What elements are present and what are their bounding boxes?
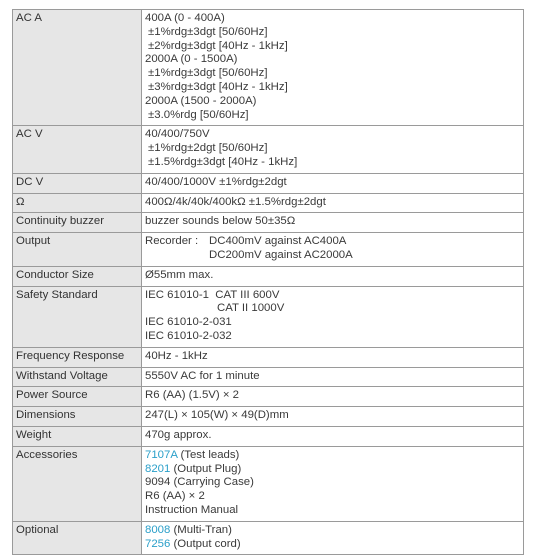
ac-a-range-400: 400A (0 - 400A) bbox=[145, 12, 225, 24]
value-withstand: 5550V AC for 1 minute bbox=[142, 367, 524, 387]
label-ac-v: AC V bbox=[13, 126, 142, 173]
ac-v-ranges: 40/400/750V bbox=[145, 128, 210, 141]
value-optional bbox=[142, 521, 524, 555]
optional-link-7256[interactable]: 7256 bbox=[145, 537, 171, 550]
optional-link-8008[interactable]: 8008 bbox=[145, 523, 171, 536]
specification-table bbox=[12, 9, 524, 555]
accessory-desc: (Test leads) bbox=[177, 448, 240, 461]
row-safety bbox=[13, 286, 524, 347]
ac-a-accuracy-3: ±1%rdg±3dgt [50/60Hz] bbox=[148, 67, 268, 80]
accessory-item: 9094 (Carrying Case) bbox=[145, 476, 254, 489]
row-ohm bbox=[13, 193, 524, 213]
row-weight bbox=[13, 426, 524, 446]
label-conductor: Conductor Size bbox=[13, 266, 142, 286]
value-safety bbox=[142, 286, 524, 347]
row-ac-a bbox=[13, 10, 524, 126]
accessory-desc: (Output Plug) bbox=[170, 462, 242, 475]
value-ac-a bbox=[142, 10, 524, 126]
accessory-link-7107a[interactable]: 7107A bbox=[145, 448, 178, 461]
optional-desc: (Output cord) bbox=[170, 537, 241, 550]
label-accessories: Accessories bbox=[13, 446, 142, 521]
value-output bbox=[142, 233, 524, 267]
output-line-2: DC200mV against AC2000A bbox=[209, 248, 353, 261]
accessory-item bbox=[145, 463, 520, 477]
value-ohm: 400Ω/4k/40k/400kΩ ±1.5%rdg±2dgt bbox=[142, 193, 524, 213]
output-recorder bbox=[145, 235, 520, 263]
value-frequency: 40Hz - 1kHz bbox=[142, 347, 524, 367]
value-dc-v: 40/400/1000V ±1%rdg±2dgt bbox=[142, 173, 524, 193]
label-dimensions: Dimensions bbox=[13, 407, 142, 427]
safety-line-1: IEC 61010-1 CAT III 600V bbox=[145, 288, 280, 301]
optional-item bbox=[145, 538, 520, 552]
optional-desc: (Multi-Tran) bbox=[170, 523, 232, 536]
value-continuity: buzzer sounds below 50±35Ω bbox=[142, 213, 524, 233]
label-safety: Safety Standard bbox=[13, 286, 142, 347]
row-output bbox=[13, 233, 524, 267]
row-continuity bbox=[13, 213, 524, 233]
optional-item bbox=[145, 524, 520, 538]
row-accessories bbox=[13, 446, 524, 521]
safety-line-4: IEC 61010-2-032 bbox=[145, 329, 232, 342]
value-conductor: Ø55mm max. bbox=[142, 266, 524, 286]
output-recorder-label: Recorder : bbox=[145, 235, 199, 248]
accessory-link-8201[interactable]: 8201 bbox=[145, 462, 171, 475]
value-dimensions: 247(L) × 105(W) × 49(D)mm bbox=[142, 407, 524, 427]
label-frequency: Frequency Response bbox=[13, 347, 142, 367]
label-continuity: Continuity buzzer bbox=[13, 213, 142, 233]
output-line-1: DC400mV against AC400A bbox=[209, 235, 347, 248]
accessory-item: R6 (AA) × 2 bbox=[145, 490, 205, 503]
value-power: R6 (AA) (1.5V) × 2 bbox=[142, 387, 524, 407]
label-output: Output bbox=[13, 233, 142, 267]
row-dimensions bbox=[13, 407, 524, 427]
row-optional bbox=[13, 521, 524, 555]
row-conductor bbox=[13, 266, 524, 286]
spec-table-wrapper bbox=[12, 9, 524, 555]
label-ac-a: AC A bbox=[13, 10, 142, 126]
ac-a-range-2000: 2000A (0 - 1500A) bbox=[145, 53, 238, 66]
output-recorder-values bbox=[209, 235, 353, 263]
ac-a-accuracy-5: ±3.0%rdg [50/60Hz] bbox=[148, 108, 249, 121]
accessory-item: Instruction Manual bbox=[145, 503, 239, 516]
row-frequency bbox=[13, 347, 524, 367]
label-power: Power Source bbox=[13, 387, 142, 407]
safety-line-2: CAT II 1000V bbox=[217, 302, 285, 315]
value-accessories bbox=[142, 446, 524, 521]
safety-line-3: IEC 61010-2-031 bbox=[145, 316, 232, 329]
row-power bbox=[13, 387, 524, 407]
ac-v-accuracy-2: ±1.5%rdg±3dgt [40Hz - 1kHz] bbox=[148, 155, 298, 168]
label-ohm: Ω bbox=[13, 193, 142, 213]
label-withstand: Withstand Voltage bbox=[13, 367, 142, 387]
label-weight: Weight bbox=[13, 426, 142, 446]
ac-a-accuracy-1: ±1%rdg±3dgt [50/60Hz] bbox=[148, 25, 268, 38]
ac-a-range-2000-high: 2000A (1500 - 2000A) bbox=[145, 94, 257, 107]
row-withstand bbox=[13, 367, 524, 387]
label-optional: Optional bbox=[13, 521, 142, 555]
ac-a-accuracy-4: ±3%rdg±3dgt [40Hz - 1kHz] bbox=[148, 80, 288, 93]
ac-v-accuracy-1: ±1%rdg±2dgt [50/60Hz] bbox=[148, 142, 268, 155]
label-dc-v: DC V bbox=[13, 173, 142, 193]
value-weight: 470g approx. bbox=[142, 426, 524, 446]
accessory-item bbox=[145, 449, 520, 463]
ac-a-accuracy-2: ±2%rdg±3dgt [40Hz - 1kHz] bbox=[148, 39, 288, 52]
row-dc-v bbox=[13, 173, 524, 193]
row-ac-v bbox=[13, 126, 524, 173]
value-ac-v bbox=[142, 126, 524, 173]
